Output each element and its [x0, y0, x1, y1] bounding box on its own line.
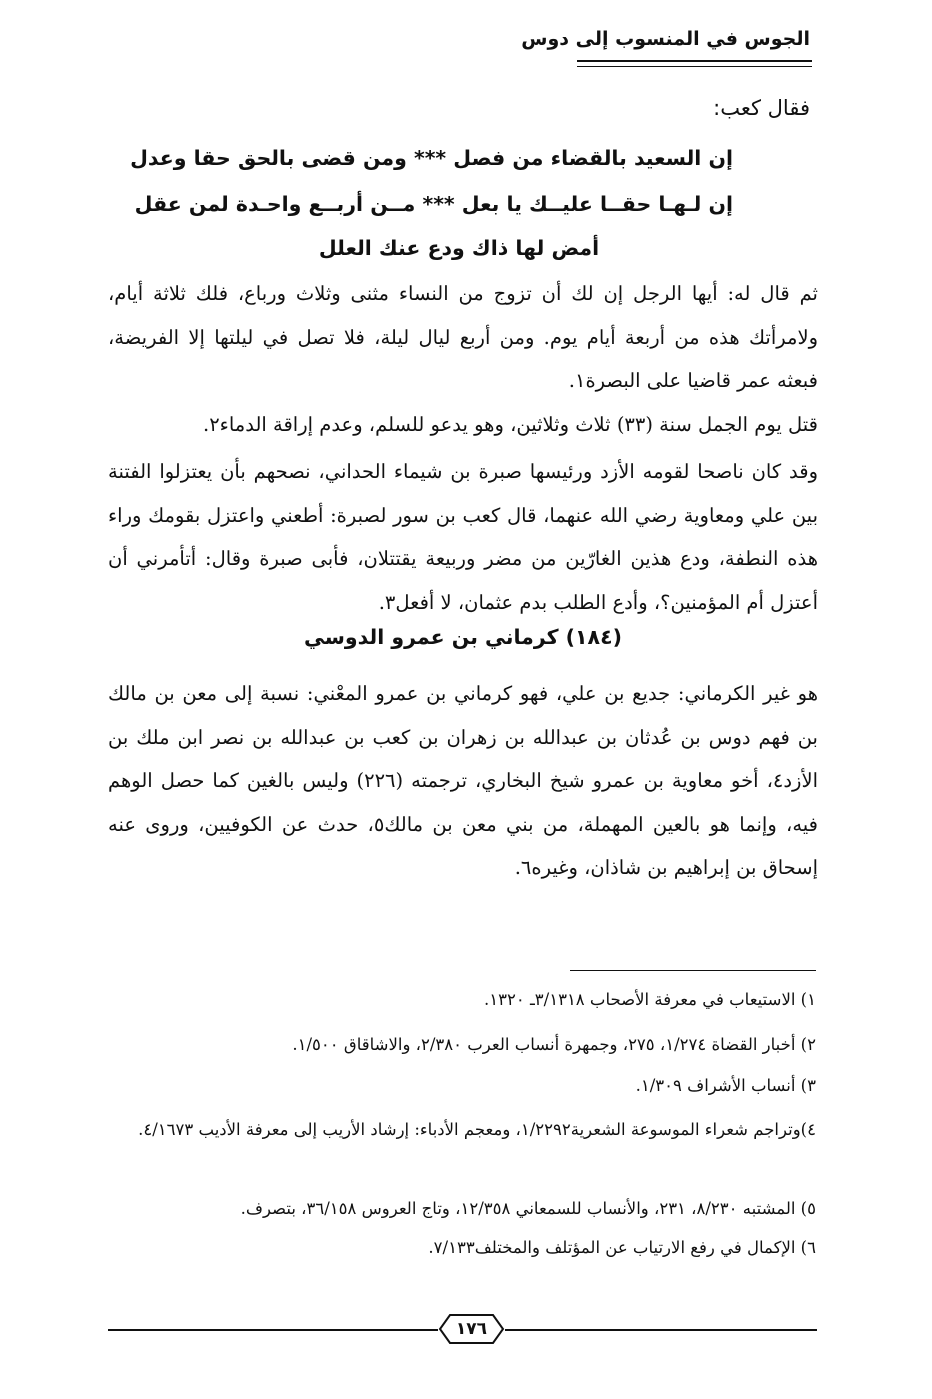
page-number: ١٧٦ — [455, 1319, 488, 1339]
footnote-1: ١) الاستيعاب في معرفة الأصحاب ٣/١٣١٨ـ ١٣٢٠. — [484, 990, 816, 1009]
section-title: (١٨٤) كرماني بن عمرو الدوسي — [304, 625, 622, 649]
footnote-6: ٦) الإكمال في رفع الارتياب عن المؤتلف والمختلف٧/١٣٣. — [428, 1238, 816, 1257]
footnote-rule — [570, 970, 816, 971]
running-header: الجوس في المنسوب إلى دوس — [521, 28, 810, 50]
footnote-5: ٥) المشتبه ٨/٢٣٠، ٢٣١، والأنساب للسمعاني ١٢/٣٥٨، وتاج العروس ٣٦/١٥٨، بتصرف. — [240, 1199, 816, 1218]
footer-rule-right — [505, 1329, 817, 1331]
footnote-4: ٤)وتراجم شعراء الموسوعة الشعرية١/٢٢٩٢، ومعجم الأدباء: إرشاد الأريب إلى معرفة الأديب ٤/١٦٧٣. — [138, 1120, 816, 1139]
paragraph-1: ثم قال له: أيها الرجل إن لك أن تزوج من النساء مثنى وثلاث ورباع، فلك ثلاثة أيام، ولامرأتك هذه من أربعة أيام يوم. ومن أربع ليال ليلة، فلا تصل في ليلتها إلا الفريضة، فبعثه عمر قاضيا على البصرة١. — [108, 282, 818, 392]
header-rule-thin — [577, 66, 812, 67]
verse-line-2: إن لـهـا حقــا عليــك يا بعل *** مــن أربــع واحـدة لمن عقل — [134, 192, 733, 216]
verse-line-1: إن السعيد بالقضاء من فصل *** ومن قضى بالحق حقا وعدل — [130, 146, 733, 170]
header-rule — [577, 60, 812, 62]
footnote-3: ٣) أنساب الأشراف ١/٣٠٩. — [635, 1076, 816, 1095]
paragraph-2: قتل يوم الجمل سنة (٣٣) ثلاث وثلاثين، وهو يدعو للسلم، وعدم إراقة الدماء٢. — [202, 413, 818, 436]
footer-rule-left — [108, 1329, 438, 1331]
paragraph-3: وقد كان ناصحا لقومه الأزد ورئيسها صبرة بن شيماء الحداني، نصحهم بأن يعتزلوا الفتنة بين علي ومعاوية رضي الله عنهما، قال كعب بن سور لصبرة: أطعني واعتزل بقومك وراء هذه النطفة، ودع هذين الغارّين من مضر وربيعة يقتتلان، فأبى صبرة وقال: أتأمرني أن أعتزل أم المؤمنين؟، وأدع الطلب بدم عثمان، لا أفعل٣. — [108, 460, 818, 614]
footnote-2: ٢) أخبار القضاة ١/٢٧٤، ٢٧٥، وجمهرة أنساب العرب ٢/٣٨٠، والاشاقاق ١/٥٠٠. — [292, 1035, 816, 1054]
section-paragraph: هو غير الكرماني: جديع بن علي، فهو كرماني بن عمرو المعْني: نسبة إلى معن بن مالك بن فهم دوس بن عُدثان بن عبدالله بن زهران بن كعب بن عبدالله بن نصر ابن ملك بن الأزد٤، أخو معاوية بن عمرو شيخ البخاري، ترجمته (٢٢٦) وليس بالغين كما حصل الوهم فيه، وإنما هو بالعين المهملة، من بني معن بن مالك٥، حدث عن الكوفيين، وروى عنه إسحاق بن إبراهيم بن شاذان، وغيره٦. — [108, 682, 818, 879]
verse-line-3: أمض لها ذاك ودع عنك العلل — [318, 236, 600, 260]
intro-line: فقال كعب: — [713, 96, 810, 120]
